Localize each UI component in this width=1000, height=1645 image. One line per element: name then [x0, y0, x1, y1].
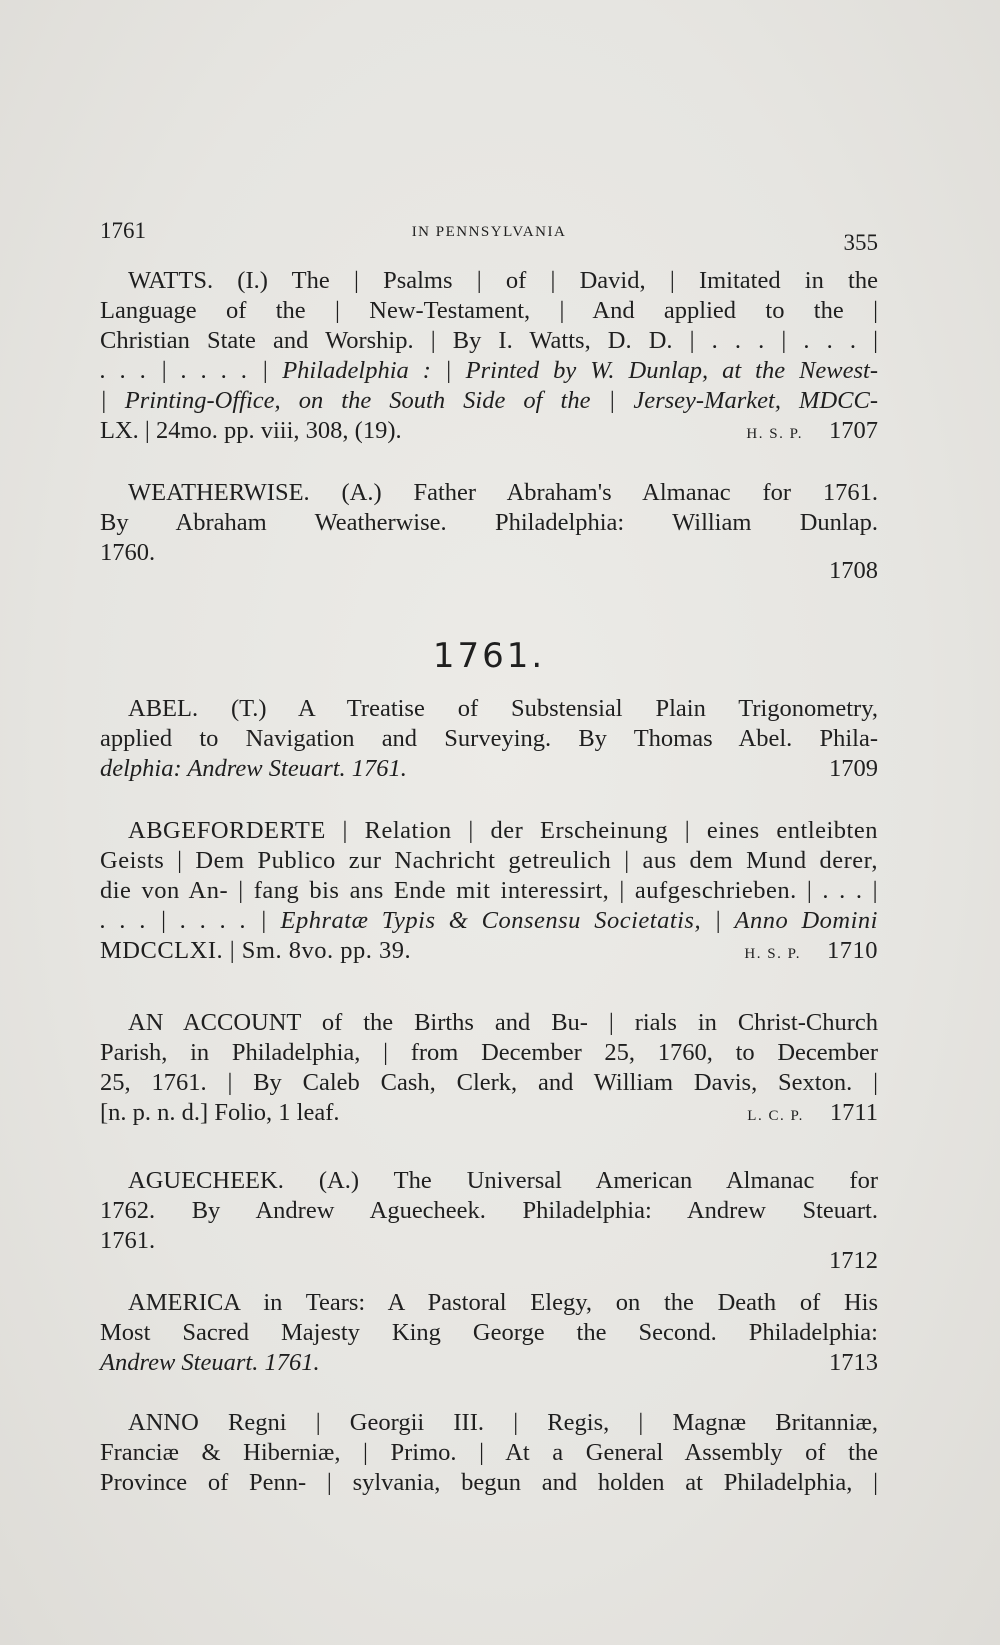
- location-code: L. C. P.: [747, 1108, 804, 1124]
- entry-line: 1762. By Andrew Aguecheek. Philadelphia: Andrew Steuart.: [100, 1197, 878, 1224]
- running-head-year: 1761: [100, 218, 146, 243]
- entry-line: ABGEFORDERTE | Relation | der Erscheinung | eines entleibten: [128, 817, 878, 844]
- entry-number: 1707: [829, 417, 878, 444]
- entry-line-text: . . . | . . . . | Ephratæ Typis & Consensu Societatis, | Anno Domini: [100, 907, 878, 934]
- entry-line: By Abraham Weatherwise. Philadelphia: William Dunlap.: [100, 509, 878, 536]
- entry-line: Most Sacred Majesty King George the Second. Philadelphia:: [100, 1319, 878, 1346]
- entry-last-line: delphia: Andrew Steuart. 1761.: [100, 755, 407, 782]
- entry-line: die von An- | fang bis ans Ende mit interessirt, | aufgeschrieben. | . . . |: [100, 877, 878, 904]
- entry-last-line: LX. | 24mo. pp. viii, 308, (19).: [100, 417, 402, 444]
- entry-line: [100, 356, 878, 386]
- entry-line: [100, 906, 878, 936]
- entry-1712: [100, 1166, 878, 1276]
- entry-1711: [100, 1008, 878, 1128]
- entry-last-line: MDCCLXI. | Sm. 8vo. pp. 39.: [100, 937, 412, 964]
- entry-number: 1713: [829, 1349, 878, 1376]
- entry-line: Geists | Dem Publico zur Nachricht getreulich | aus dem Mund derer,: [100, 847, 878, 874]
- entry-last-line: 1760.: [100, 539, 156, 566]
- entry-last-line: Andrew Steuart. 1761.: [100, 1349, 320, 1376]
- entry-line: WEATHERWISE. (A.) Father Abraham's Almanac for 1761.: [128, 479, 878, 506]
- entry-number: 1708: [829, 557, 878, 584]
- entry-last-line: 1761.: [100, 1227, 156, 1254]
- entry-line: 25, 1761. | By Caleb Cash, Clerk, and William Davis, Sexton. |: [100, 1069, 878, 1096]
- entry-footer: [100, 1348, 878, 1378]
- entry-1709: [100, 694, 878, 784]
- entry-number: 1711: [829, 1099, 878, 1126]
- entry-1707: [100, 266, 878, 446]
- entry-line: AGUECHEEK. (A.) The Universal American Almanac for: [128, 1167, 878, 1194]
- entry-1710: [100, 816, 878, 966]
- entry-line: Language of the | New-Testament, | And applied to the |: [100, 297, 878, 324]
- entry-line: Province of Penn- | sylvania, begun and holden at Philadelphia, |: [100, 1469, 878, 1496]
- entry-line: Franciæ & Hiberniæ, | Primo. | At a General Assembly of the: [100, 1439, 878, 1466]
- entry-number: 1712: [829, 1247, 878, 1274]
- entry-last-line: [n. p. n. d.] Folio, 1 leaf.: [100, 1099, 340, 1126]
- location-code: H. S. P.: [744, 946, 801, 962]
- entry-footer: [100, 936, 878, 966]
- entry-line: Parish, in Philadelphia, | from December 25, 1760, to December: [100, 1039, 878, 1066]
- entry-line: ABEL. (T.) A Treatise of Substensial Plain Trigonometry,: [128, 695, 878, 722]
- entry-footer: [100, 754, 878, 784]
- entry-line: AMERICA in Tears: A Pastoral Elegy, on the Death of His: [128, 1289, 878, 1316]
- entry-footer: [100, 1098, 878, 1128]
- entry-number: 1710: [827, 937, 878, 964]
- entry-line-text: | Printing-Office, on the South Side of the | Jersey-Market, MDCC-: [100, 387, 878, 414]
- entry-number: 1709: [829, 755, 878, 782]
- entry-line: AN ACCOUNT of the Births and Bu- | rials in Christ-Church: [128, 1009, 878, 1036]
- entry-line-text: . . . | . . . . | Philadelphia : | Printed by W. Dunlap, at the Newest-: [100, 357, 878, 384]
- year-heading: 1761.: [432, 636, 546, 676]
- location-code: H. S. P.: [746, 426, 803, 442]
- entry-1708: [100, 478, 878, 586]
- entry-line: applied to Navigation and Surveying. By Thomas Abel. Phila-: [100, 725, 878, 752]
- entry-line: ANNO Regni | Georgii III. | Regis, | Magnæ Britanniæ,: [128, 1409, 878, 1436]
- entry-line: [100, 386, 878, 416]
- page-number: 355: [843, 230, 878, 255]
- running-head: [100, 218, 878, 255]
- entry-1713: [100, 1288, 878, 1378]
- entry-footer: [100, 416, 878, 446]
- entry-line: WATTS. (I.) The | Psalms | of | David, | Imitated in the: [128, 267, 878, 294]
- entry-anno-regni: [100, 1408, 878, 1498]
- running-head-title: IN PENNSYLVANIA: [411, 224, 567, 240]
- entry-line: Christian State and Worship. | By I. Watts, D. D. | . . . | . . . |: [100, 327, 878, 354]
